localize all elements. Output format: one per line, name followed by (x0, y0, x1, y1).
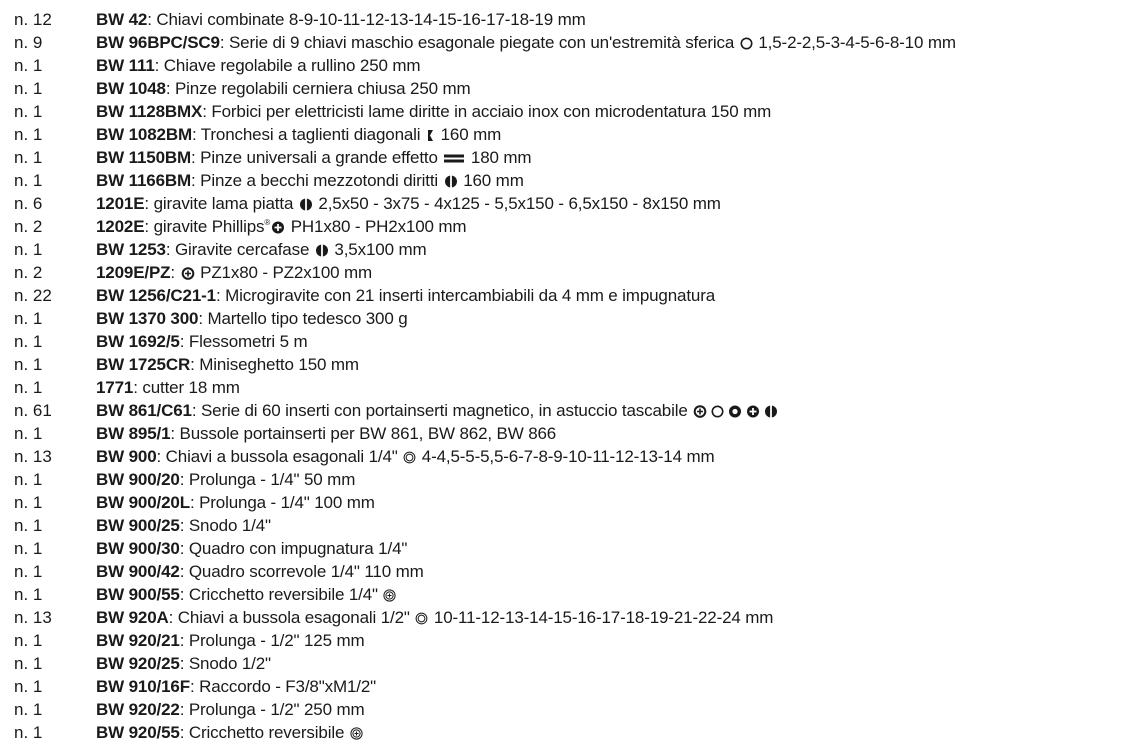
list-item (0, 468, 1142, 491)
item-spec: 180 mm (466, 148, 532, 167)
item-quantity: n. 9 (14, 33, 43, 52)
list-item (0, 560, 1142, 583)
item-description (96, 192, 721, 215)
hex-socket-icon (415, 612, 428, 625)
item-code: BW 900/25 (96, 516, 180, 535)
item-spec: 10-11-12-13-14-15-16-17-18-19-21-22-24 mm (429, 608, 774, 627)
item-description (96, 491, 375, 514)
item-description (96, 376, 240, 399)
item-spec: 1,5-2-2,5-3-4-5-6-8-10 mm (753, 33, 956, 52)
item-description (96, 284, 715, 307)
list-item (0, 284, 1142, 307)
item-spec: 160 mm (436, 125, 502, 144)
flat-jaw-icon (443, 152, 465, 165)
torx-icon (728, 405, 742, 418)
item-text: : Prolunga - 1/2" 125 mm (179, 631, 365, 650)
list-item (0, 146, 1142, 169)
ratchet-icon (383, 589, 396, 602)
list-item (0, 445, 1142, 468)
item-description (96, 169, 524, 192)
item-text: : Prolunga - 1/2" 250 mm (179, 700, 365, 719)
item-description (96, 629, 365, 652)
item-text: : Giravite cercafase (165, 240, 314, 259)
pozidriv-icon (693, 405, 707, 418)
item-code: BW 1256/C21-1 (96, 286, 216, 305)
item-quantity: n. 22 (14, 286, 52, 305)
item-description (96, 445, 715, 468)
item-quantity: n. 1 (14, 470, 43, 489)
item-code: BW 1150BM (96, 148, 192, 167)
list-item (0, 422, 1142, 445)
item-code: BW 895/1 (96, 424, 171, 443)
item-description (96, 330, 308, 353)
item-quantity: n. 1 (14, 355, 43, 374)
item-description (96, 537, 407, 560)
list-item (0, 8, 1142, 31)
item-text: : cutter 18 mm (133, 378, 240, 397)
item-code: BW 1370 300 (96, 309, 199, 328)
list-item (0, 215, 1142, 238)
list-item (0, 330, 1142, 353)
item-code: BW 1692/5 (96, 332, 180, 351)
diagonal-cutter-icon (426, 129, 435, 142)
item-quantity: n. 1 (14, 677, 43, 696)
item-quantity: n. 1 (14, 631, 43, 650)
item-description (96, 54, 420, 77)
registered-mark: ® (264, 218, 271, 227)
pozidriv-icon (181, 267, 195, 280)
item-text: : Bussole portainserti per BW 861, BW 862, BW 866 (170, 424, 557, 443)
slotted-icon (299, 198, 313, 211)
item-code: BW 920A (96, 608, 169, 627)
item-quantity: n. 61 (14, 401, 52, 420)
item-text: : Pinze universali a grande effetto (191, 148, 443, 167)
item-text: : Prolunga - 1/4" 50 mm (179, 470, 356, 489)
item-code: BW 96BPC/SC9 (96, 33, 220, 52)
list-item (0, 307, 1142, 330)
item-quantity: n. 1 (14, 516, 43, 535)
item-quantity: n. 1 (14, 585, 43, 604)
item-quantity: n. 1 (14, 539, 43, 558)
list-item (0, 192, 1142, 215)
item-spec: 2,5x50 - 3x75 - 4x125 - 5,5x150 - 6,5x150 - 8x150 mm (313, 194, 721, 213)
item-text: : Flessometri 5 m (179, 332, 308, 351)
item-code: 1202E (96, 217, 145, 236)
hex-key-icon (740, 37, 753, 50)
item-quantity: n. 2 (14, 217, 43, 236)
item-description (96, 422, 556, 445)
item-code: BW 42 (96, 10, 148, 29)
slotted-icon (315, 244, 329, 257)
item-quantity: n. 1 (14, 148, 43, 167)
item-text: : Raccordo - F3/8"xM1/2" (189, 677, 377, 696)
item-code: 1209E/PZ (96, 263, 171, 282)
item-description (96, 238, 426, 261)
item-text: : Tronchesi a taglienti diagonali (191, 125, 426, 144)
list-item (0, 238, 1142, 261)
item-code: BW 1128BMX (96, 102, 203, 121)
item-description (96, 8, 586, 31)
item-text: : Quadro con impugnatura 1/4" (179, 539, 408, 558)
item-text: : Snodo 1/2" (179, 654, 271, 673)
list-item (0, 675, 1142, 698)
hex-key-icon (711, 405, 724, 418)
tool-list (0, 8, 1142, 744)
list-item (0, 169, 1142, 192)
item-code: BW 900/42 (96, 562, 180, 581)
item-spec: 3,5x100 mm (329, 240, 427, 259)
item-description (96, 583, 397, 606)
item-code: BW 1166BM (96, 171, 192, 190)
item-spec: PH1x80 - PH2x100 mm (286, 217, 467, 236)
item-code: BW 1082BM (96, 125, 192, 144)
list-item (0, 698, 1142, 721)
item-text: : Chiavi a bussola esagonali 1/4" (156, 447, 403, 466)
item-quantity: n. 1 (14, 171, 43, 190)
half-round-icon (444, 175, 458, 188)
item-quantity: n. 1 (14, 56, 43, 75)
item-quantity: n. 1 (14, 240, 43, 259)
item-description (96, 123, 501, 146)
item-text: : giravite Phillips (144, 217, 265, 236)
phillips-icon (271, 221, 285, 234)
item-code: BW 1048 (96, 79, 166, 98)
item-description (96, 560, 424, 583)
item-text: : Quadro scorrevole 1/4" 110 mm (179, 562, 424, 581)
item-text: : Chiavi combinate 8-9-10-11-12-13-14-15-16-17-18-19 mm (147, 10, 586, 29)
item-code: BW 900/55 (96, 585, 180, 604)
ratchet-icon (350, 727, 363, 740)
item-code: BW 111 (96, 56, 155, 75)
item-quantity: n. 1 (14, 79, 43, 98)
item-description (96, 146, 531, 169)
item-quantity: n. 1 (14, 654, 43, 673)
item-text: : Cricchetto reversibile 1/4" (179, 585, 383, 604)
list-item (0, 77, 1142, 100)
item-description (96, 606, 773, 629)
list-item (0, 721, 1142, 744)
item-code: 1201E (96, 194, 145, 213)
list-item (0, 353, 1142, 376)
item-quantity: n. 1 (14, 424, 43, 443)
item-quantity: n. 1 (14, 332, 43, 351)
item-spec: PZ1x80 - PZ2x100 mm (195, 263, 373, 282)
item-text: : Snodo 1/4" (179, 516, 271, 535)
item-description (96, 514, 271, 537)
list-item (0, 537, 1142, 560)
item-description (96, 77, 471, 100)
item-quantity: n. 12 (14, 10, 52, 29)
item-spec: 160 mm (458, 171, 524, 190)
item-description (96, 721, 364, 744)
item-code: BW 920/55 (96, 723, 180, 742)
item-quantity: n. 1 (14, 493, 43, 512)
item-code: BW 1725CR (96, 355, 191, 374)
item-spec: 4-4,5-5-5,5-6-7-8-9-10-11-12-13-14 mm (417, 447, 715, 466)
item-quantity: n. 1 (14, 723, 43, 742)
item-quantity: n. 1 (14, 562, 43, 581)
item-description (96, 215, 466, 238)
item-text: : Martello tipo tedesco 300 g (198, 309, 408, 328)
item-code: BW 920/22 (96, 700, 180, 719)
item-text: : Serie di 60 inserti con portainserti magnetico, in astuccio tascabile (191, 401, 693, 420)
item-quantity: n. 1 (14, 102, 43, 121)
item-quantity: n. 6 (14, 194, 43, 213)
item-quantity: n. 13 (14, 608, 52, 627)
item-code: BW 920/25 (96, 654, 180, 673)
item-code: BW 861/C61 (96, 401, 192, 420)
list-item (0, 606, 1142, 629)
item-code: BW 900 (96, 447, 157, 466)
hex-socket-icon (403, 451, 416, 464)
item-code: BW 920/21 (96, 631, 180, 650)
list-item (0, 583, 1142, 606)
list-item (0, 123, 1142, 146)
phillips-icon (746, 405, 760, 418)
item-description (96, 307, 408, 330)
list-item (0, 100, 1142, 123)
item-quantity: n. 1 (14, 125, 43, 144)
item-quantity: n. 1 (14, 378, 43, 397)
item-text: : giravite lama piatta (144, 194, 298, 213)
item-description (96, 698, 365, 721)
item-text: : Miniseghetto 150 mm (190, 355, 359, 374)
item-quantity: n. 13 (14, 447, 52, 466)
item-text: : Prolunga - 1/4" 100 mm (189, 493, 375, 512)
item-description (96, 468, 355, 491)
item-code: BW 900/20 (96, 470, 180, 489)
item-code: BW 900/30 (96, 539, 180, 558)
item-description (96, 652, 271, 675)
list-item (0, 31, 1142, 54)
item-code: BW 900/20L (96, 493, 190, 512)
item-text: : Microgiravite con 21 inserti intercambiabili da 4 mm e impugnatura (215, 286, 716, 305)
item-code: 1771 (96, 378, 134, 397)
list-item (0, 376, 1142, 399)
item-code: BW 1253 (96, 240, 166, 259)
item-description (96, 261, 372, 284)
item-text: : Cricchetto reversibile (179, 723, 349, 742)
item-quantity: n. 1 (14, 309, 43, 328)
list-item (0, 514, 1142, 537)
item-description (96, 399, 779, 422)
slotted-icon (764, 405, 778, 418)
item-quantity: n. 2 (14, 263, 43, 282)
list-item (0, 261, 1142, 284)
item-description (96, 100, 771, 123)
item-text: : Pinze regolabili cerniera chiusa 250 mm (165, 79, 471, 98)
item-text: : Pinze a becchi mezzotondi diritti (191, 171, 443, 190)
item-text: : Chiave regolabile a rullino 250 mm (154, 56, 421, 75)
item-description (96, 675, 376, 698)
list-item (0, 399, 1142, 422)
item-text: : Forbici per elettricisti lame diritte in acciaio inox con microdentatura 150 mm (202, 102, 772, 121)
list-item (0, 652, 1142, 675)
item-quantity: n. 1 (14, 700, 43, 719)
item-text: : Serie di 9 chiavi maschio esagonale piegate con un'estremità sferica (219, 33, 739, 52)
item-description (96, 31, 956, 54)
list-item (0, 54, 1142, 77)
item-description (96, 353, 359, 376)
item-code: BW 910/16F (96, 677, 190, 696)
list-item (0, 629, 1142, 652)
item-text: : (170, 263, 180, 282)
item-text: : Chiavi a bussola esagonali 1/2" (168, 608, 415, 627)
list-item (0, 491, 1142, 514)
